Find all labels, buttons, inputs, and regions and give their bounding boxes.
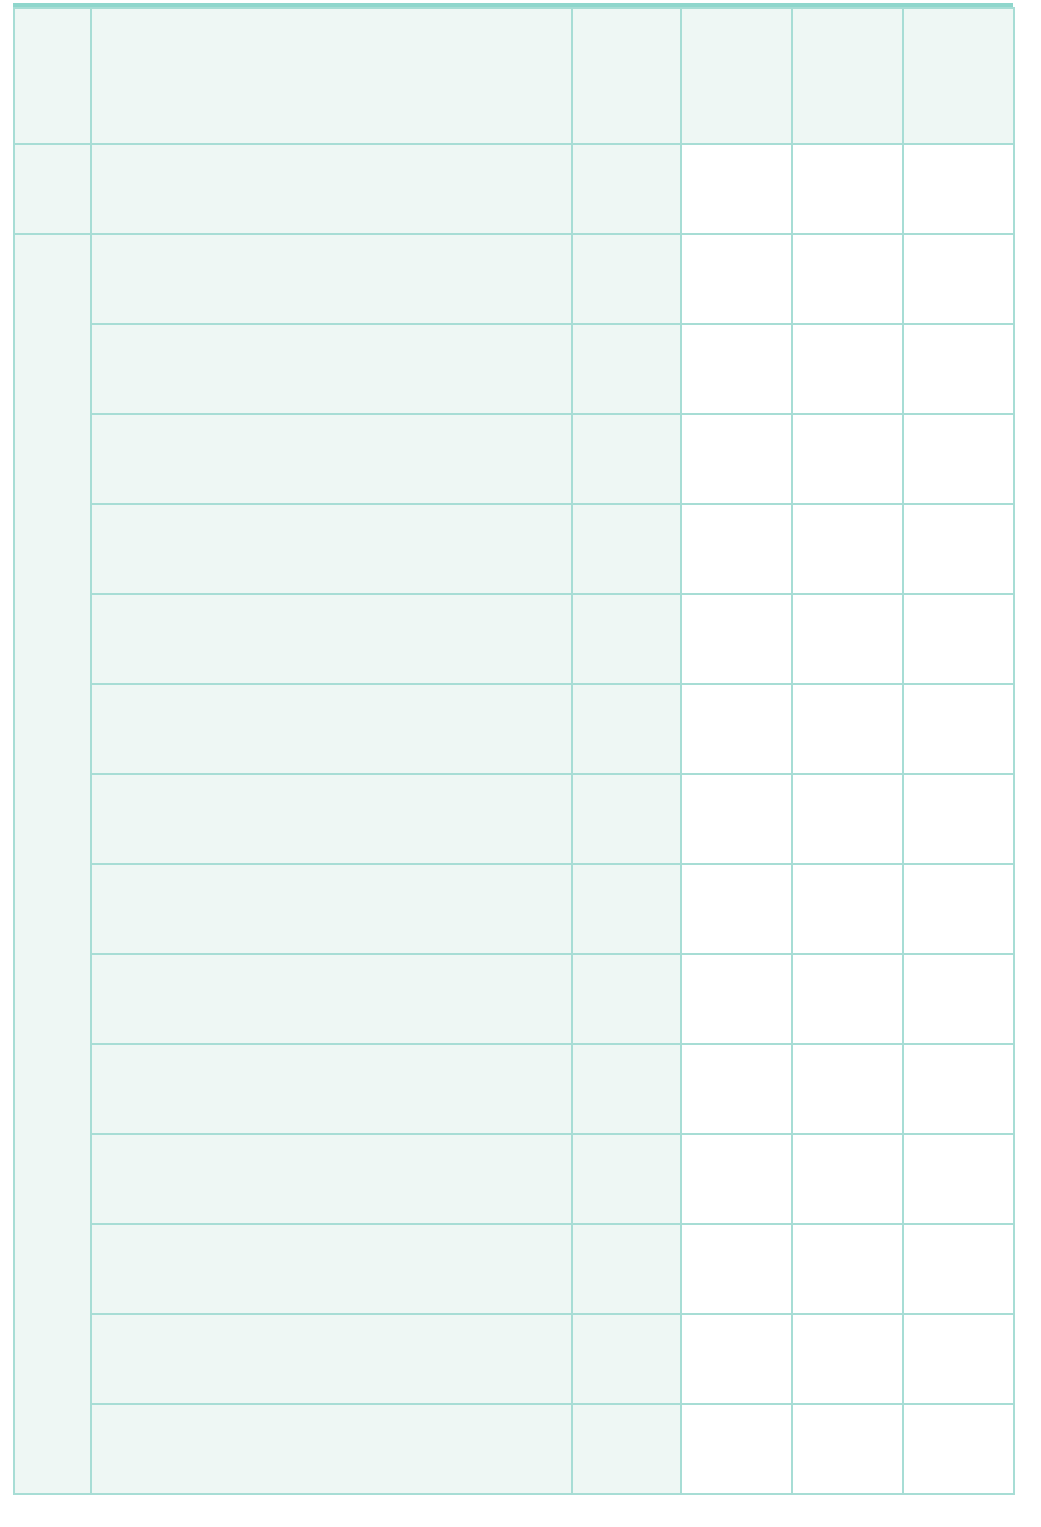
premium-40-cell — [792, 864, 903, 954]
table-row — [14, 1314, 1014, 1404]
insurance-premium-table-container — [13, 3, 1013, 1495]
table-row — [14, 774, 1014, 864]
table-row — [14, 234, 1014, 324]
amount-cell — [572, 864, 681, 954]
premium-30-cell — [681, 324, 792, 414]
premium-40-cell — [792, 684, 903, 774]
header-premium-30 — [681, 8, 792, 144]
coverage-name-cell — [91, 324, 572, 414]
premium-40-cell — [792, 1314, 903, 1404]
premium-40-cell — [792, 1224, 903, 1314]
premium-40-cell — [792, 414, 903, 504]
premium-50-cell — [903, 1134, 1014, 1224]
table-row — [14, 684, 1014, 774]
table-header-row — [14, 8, 1014, 144]
header-amount — [572, 8, 681, 144]
premium-40-cell — [792, 1134, 903, 1224]
amount-cell — [572, 954, 681, 1044]
premium-40-cell — [792, 1404, 903, 1494]
table-row — [14, 1044, 1014, 1134]
coverage-name-cell — [91, 864, 572, 954]
premium-50-cell — [903, 1314, 1014, 1404]
premium-30-cell — [681, 234, 792, 324]
premium-50-cell — [903, 234, 1014, 324]
table-row — [14, 504, 1014, 594]
coverage-name-cell — [91, 414, 572, 504]
table-row — [14, 1134, 1014, 1224]
premium-50-cell — [903, 954, 1014, 1044]
premium-30-cell — [681, 1404, 792, 1494]
premium-30-cell — [681, 954, 792, 1044]
header-premium-50 — [903, 8, 1014, 144]
coverage-name-cell — [91, 144, 572, 234]
amount-cell — [572, 594, 681, 684]
premium-50-cell — [903, 1224, 1014, 1314]
premium-40-cell — [792, 324, 903, 414]
amount-cell — [572, 774, 681, 864]
premium-50-cell — [903, 684, 1014, 774]
premium-40-cell — [792, 234, 903, 324]
amount-cell — [572, 1314, 681, 1404]
premium-40-cell — [792, 504, 903, 594]
header-category — [14, 8, 91, 144]
amount-cell — [572, 144, 681, 234]
category-cell — [14, 234, 91, 1494]
coverage-name-cell — [91, 1134, 572, 1224]
premium-40-cell — [792, 594, 903, 684]
table-row — [14, 864, 1014, 954]
table-row — [14, 594, 1014, 684]
table-row — [14, 414, 1014, 504]
premium-40-cell — [792, 954, 903, 1044]
premium-50-cell — [903, 504, 1014, 594]
table-row — [14, 324, 1014, 414]
premium-30-cell — [681, 1314, 792, 1404]
amount-cell — [572, 234, 681, 324]
coverage-name-cell — [91, 684, 572, 774]
premium-50-cell — [903, 774, 1014, 864]
premium-30-cell — [681, 1224, 792, 1314]
premium-50-cell — [903, 1044, 1014, 1134]
table-row — [14, 1404, 1014, 1494]
coverage-name-cell — [91, 774, 572, 864]
table-row — [14, 1224, 1014, 1314]
premium-50-cell — [903, 414, 1014, 504]
header-coverage — [91, 8, 572, 144]
premium-30-cell — [681, 1134, 792, 1224]
premium-30-cell — [681, 144, 792, 234]
amount-cell — [572, 1134, 681, 1224]
amount-cell — [572, 504, 681, 594]
coverage-name-cell — [91, 1404, 572, 1494]
premium-40-cell — [792, 144, 903, 234]
table-body — [14, 144, 1014, 1494]
premium-50-cell — [903, 1404, 1014, 1494]
coverage-name-cell — [91, 1224, 572, 1314]
premium-30-cell — [681, 594, 792, 684]
amount-cell — [572, 1404, 681, 1494]
premium-50-cell — [903, 594, 1014, 684]
premium-30-cell — [681, 504, 792, 594]
coverage-name-cell — [91, 954, 572, 1044]
coverage-name-cell — [91, 504, 572, 594]
premium-50-cell — [903, 324, 1014, 414]
coverage-name-cell — [91, 1314, 572, 1404]
premium-30-cell — [681, 684, 792, 774]
header-premium-40 — [792, 8, 903, 144]
premium-30-cell — [681, 774, 792, 864]
coverage-name-cell — [91, 234, 572, 324]
coverage-name-cell — [91, 1044, 572, 1134]
premium-40-cell — [792, 774, 903, 864]
premium-30-cell — [681, 1044, 792, 1134]
premium-30-cell — [681, 864, 792, 954]
premium-50-cell — [903, 864, 1014, 954]
amount-cell — [572, 684, 681, 774]
amount-cell — [572, 1044, 681, 1134]
coverage-name-cell — [91, 594, 572, 684]
table-row — [14, 954, 1014, 1044]
amount-cell — [572, 1224, 681, 1314]
table-row — [14, 144, 1014, 234]
insurance-premium-table — [13, 7, 1015, 1495]
premium-40-cell — [792, 1044, 903, 1134]
amount-cell — [572, 324, 681, 414]
amount-cell — [572, 414, 681, 504]
premium-30-cell — [681, 414, 792, 504]
premium-50-cell — [903, 144, 1014, 234]
category-cell — [14, 144, 91, 234]
